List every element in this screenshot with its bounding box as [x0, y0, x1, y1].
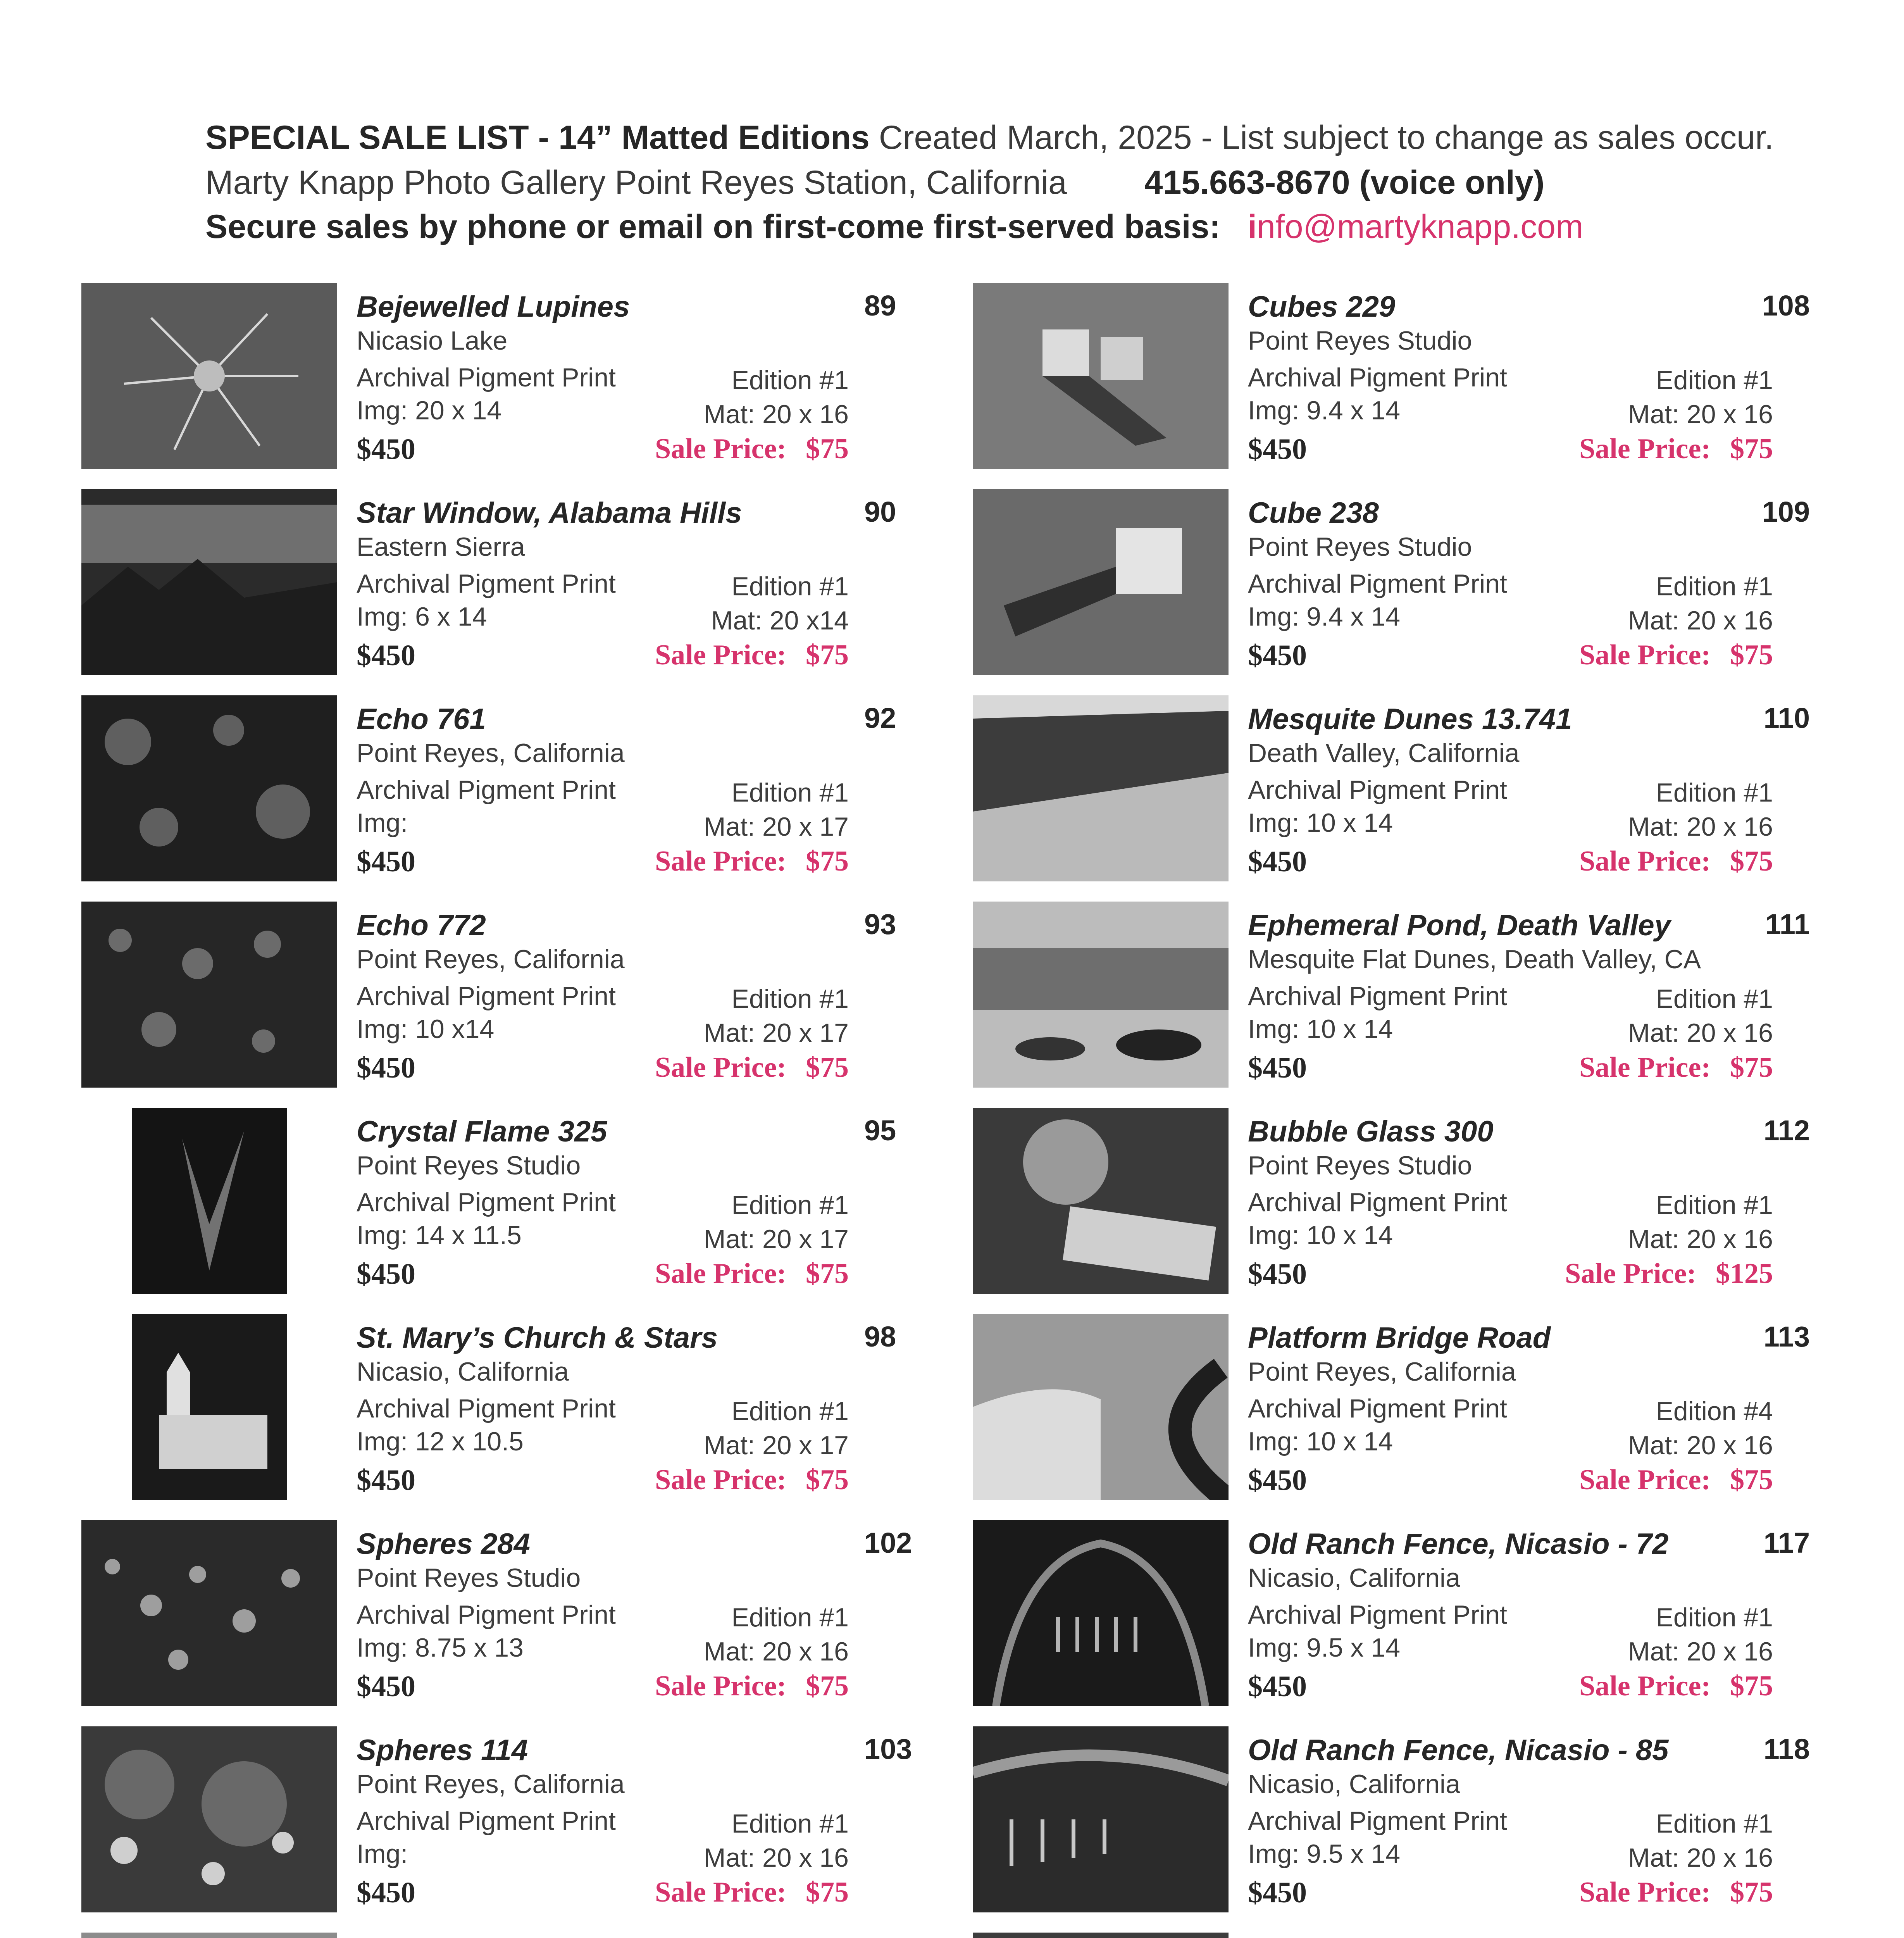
listing-image-size: Img: 10 x14	[357, 1014, 495, 1044]
listing-info	[1248, 902, 1860, 1095]
listing-mat-size: Mat: 20 x 16	[1628, 812, 1773, 841]
sale-price-value: $75	[806, 639, 849, 671]
listing-sale-price	[1579, 639, 1773, 672]
listing-column-left	[81, 283, 973, 1938]
listing-price: $450	[357, 1258, 415, 1290]
photo-spheres2	[81, 1726, 337, 1912]
sale-list-subtitle: Created March, 2025 - List subject to change as sales occur.	[869, 119, 1774, 156]
photo-fence2	[973, 1726, 1229, 1912]
sale-price-label: Sale Price:	[1579, 1670, 1711, 1702]
listing-title: Echo 772	[357, 909, 486, 942]
photo-church	[81, 1314, 337, 1500]
listing-number: 102	[864, 1527, 912, 1559]
listing-number: 113	[1763, 1321, 1810, 1353]
listing-item	[81, 1726, 973, 1933]
header-line-1	[205, 116, 1774, 159]
listing-edition: Edition #1	[1656, 984, 1773, 1014]
listing-price: $450	[357, 433, 415, 466]
listing-number: 111	[1765, 908, 1810, 940]
listing-medium: Archival Pigment Print	[1248, 1188, 1507, 1217]
listing-price: $450	[1248, 1464, 1307, 1497]
listing-location: Nicasio, California	[357, 1357, 569, 1386]
listing-location: Point Reyes, California	[357, 738, 625, 768]
listing-item	[81, 1520, 973, 1726]
sale-price-value: $75	[1730, 1670, 1773, 1702]
listing-location: Nicasio Lake	[357, 326, 508, 355]
sale-price-value: $75	[806, 1052, 849, 1083]
listing-image-size: Img: 9.5 x 14	[1248, 1633, 1401, 1662]
listing-sale-price	[1579, 1464, 1773, 1497]
sale-price-label: Sale Price:	[655, 1876, 786, 1908]
listing-item	[81, 283, 973, 489]
listing-edition: Edition #1	[731, 1809, 849, 1838]
listing-sale-price	[655, 1257, 849, 1290]
listing-price: $450	[1248, 1876, 1307, 1909]
listing-info	[357, 1108, 969, 1302]
listing-price: $450	[357, 639, 415, 672]
listing-location: Point Reyes Studio	[1248, 1151, 1472, 1180]
listing-sale-price	[655, 1670, 849, 1703]
listing-edition: Edition #1	[1656, 1603, 1773, 1632]
listing-medium: Archival Pigment Print	[1248, 981, 1507, 1011]
listing-mat-size: Mat: 20 x 17	[703, 1431, 849, 1460]
listing-title: Spheres 284	[357, 1528, 530, 1560]
listing-title: Old Ranch Fence, Nicasio - 85	[1248, 1734, 1669, 1767]
sales-instructions: Secure sales by phone or email on first-come first-served basis:	[205, 208, 1221, 245]
listing-mat-size: Mat: 20 x 16	[1628, 606, 1773, 635]
listing-sale-price	[655, 845, 849, 878]
listing-title: St. Mary’s Church & Stars	[357, 1321, 718, 1354]
listing-item	[973, 1108, 1864, 1314]
listing-image-size: Img: 10 x 14	[1248, 1427, 1393, 1456]
listing-image-size: Img: 9.4 x 14	[1248, 396, 1401, 425]
listing-info	[357, 695, 969, 889]
listing-item	[973, 489, 1864, 695]
listing-medium: Archival Pigment Print	[1248, 1394, 1507, 1423]
listing-item	[973, 1314, 1864, 1520]
listing-sale-price	[1579, 433, 1773, 466]
listing-image-size: Img: 20 x 14	[357, 396, 502, 425]
listing-edition: Edition #1	[731, 778, 849, 807]
listing-number: 109	[1762, 496, 1810, 528]
listing-mat-size: Mat: 20 x 16	[1628, 1018, 1773, 1048]
listing-location: Mesquite Flat Dunes, Death Valley, CA	[1248, 945, 1701, 974]
sale-price-value: $75	[806, 433, 849, 465]
listing-location: Eastern Sierra	[357, 532, 525, 562]
sale-price-value: $75	[1730, 639, 1773, 671]
sale-price-value: $75	[806, 845, 849, 877]
photo-road	[973, 1314, 1229, 1500]
listing-location: Death Valley, California	[1248, 738, 1520, 768]
listing-number: 95	[864, 1114, 896, 1147]
listing-title: Crystal Flame 325	[357, 1115, 607, 1148]
listing-info	[1248, 695, 1860, 889]
listing-location: Point Reyes Studio	[357, 1151, 581, 1180]
listing-medium: Archival Pigment Print	[357, 363, 616, 392]
listing-mat-size: Mat: 20 x 16	[1628, 1224, 1773, 1254]
listing-sale-price	[655, 639, 849, 672]
listing-info	[1248, 1108, 1860, 1302]
header-line-2	[205, 161, 1544, 204]
photo-bubble	[973, 1108, 1229, 1294]
sale-price-value: $75	[806, 1876, 849, 1908]
sale-price-value: $75	[1730, 845, 1773, 877]
listing-info	[357, 489, 969, 683]
listing-info	[1248, 1314, 1860, 1508]
listing-price: $450	[357, 1670, 415, 1703]
listing-edition: Edition #1	[731, 1190, 849, 1220]
listing-title: Cube 238	[1248, 497, 1379, 529]
listing-mat-size: Mat: 20 x 17	[703, 1018, 849, 1048]
listing-sale-price	[1579, 845, 1773, 878]
listing-mat-size: Mat: 20 x 17	[703, 1224, 849, 1254]
photo-bokeh	[81, 695, 337, 881]
listing-number: 92	[864, 702, 896, 734]
listing-mat-size: Mat: 20 x 16	[1628, 1637, 1773, 1666]
photo-cubes	[973, 283, 1229, 469]
listing-number: 90	[864, 496, 896, 528]
listing-number: 89	[864, 290, 896, 322]
listing-mat-size: Mat: 20 x 16	[1628, 1843, 1773, 1872]
sale-price-label: Sale Price:	[655, 1464, 786, 1496]
sale-price-label: Sale Price:	[655, 1258, 786, 1290]
listing-image-size: Img: 8.75 x 13	[357, 1633, 524, 1662]
listing-location: Point Reyes Studio	[357, 1563, 581, 1593]
listing-info	[1248, 1726, 1860, 1920]
sale-price-value: $75	[1730, 433, 1773, 465]
listing-edition: Edition #1	[731, 984, 849, 1014]
sale-price-label: Sale Price:	[1579, 1052, 1711, 1083]
listing-sale-price	[1579, 1876, 1773, 1909]
listing-medium: Archival Pigment Print	[1248, 1806, 1507, 1836]
sale-price-value: $75	[1730, 1464, 1773, 1496]
listing-price: $450	[1248, 639, 1307, 672]
sale-price-label: Sale Price:	[655, 1052, 786, 1083]
sale-price-label: Sale Price:	[655, 639, 786, 671]
sale-price-value: $75	[1730, 1052, 1773, 1083]
listing-mat-size: Mat: 20 x 16	[703, 1843, 849, 1872]
listing-sale-price	[1565, 1257, 1773, 1290]
listing-price: $450	[1248, 1670, 1307, 1703]
listing-number: 112	[1763, 1114, 1810, 1147]
listing-medium: Archival Pigment Print	[1248, 569, 1507, 598]
listing-number: 103	[864, 1733, 912, 1765]
listing-title: Ephemeral Pond, Death Valley	[1248, 909, 1671, 942]
listing-edition: Edition #1	[731, 366, 849, 395]
listing-item	[973, 1520, 1864, 1726]
listing-mat-size: Mat: 20 x 16	[703, 1637, 849, 1666]
listing-number: 93	[864, 908, 896, 940]
listing-image-size: Img: 9.4 x 14	[1248, 602, 1401, 631]
listing-title: Bubble Glass 300	[1248, 1115, 1494, 1148]
listing-title: Star Window, Alabama Hills	[357, 497, 742, 529]
listing-number: 98	[864, 1321, 896, 1353]
sale-price-label: Sale Price:	[1579, 1876, 1711, 1908]
listing-sale-price	[655, 1051, 849, 1084]
listing-item	[81, 1108, 973, 1314]
listing-location: Point Reyes Studio	[1248, 532, 1472, 562]
listing-image-size: Img: 14 x 11.5	[357, 1221, 522, 1250]
header-line-3	[205, 205, 1584, 248]
listing-info	[1248, 489, 1860, 683]
photo-flame-tall	[81, 1108, 337, 1294]
listing-location: Point Reyes, California	[357, 945, 625, 974]
listing-info	[1248, 283, 1860, 477]
listing-info	[357, 902, 969, 1095]
listing-medium: Archival Pigment Print	[357, 569, 616, 598]
sale-price-value: $75	[806, 1258, 849, 1290]
listing-title: Spheres 114	[357, 1734, 528, 1767]
listing-medium: Archival Pigment Print	[1248, 775, 1507, 805]
listing-image-size: Img: 10 x 14	[1248, 1221, 1393, 1250]
listing-edition: Edition #1	[731, 1397, 849, 1426]
listing-info	[357, 283, 969, 477]
photo-cube	[973, 489, 1229, 675]
listing-title: Platform Bridge Road	[1248, 1321, 1551, 1354]
sale-price-value: $75	[806, 1464, 849, 1496]
listing-location: Nicasio, California	[1248, 1769, 1460, 1799]
listing-image-size: Img: 6 x 14	[357, 602, 487, 631]
listing-image-size: Img: 12 x 10.5	[357, 1427, 524, 1456]
phone-number[interactable]: 415.663-8670 (voice only)	[1144, 164, 1545, 201]
photo-fence	[973, 1520, 1229, 1706]
sale-price-value: $75	[1730, 1876, 1773, 1908]
listing-medium: Archival Pigment Print	[1248, 363, 1507, 392]
listing-edition: Edition #1	[731, 572, 849, 601]
listing-edition: Edition #1	[731, 1603, 849, 1632]
listing-info	[357, 1933, 969, 1938]
photo-bokeh2	[81, 902, 337, 1088]
sale-price-label: Sale Price:	[1579, 1464, 1711, 1496]
listing-title: Cubes 229	[1248, 290, 1396, 323]
sale-price-label: Sale Price:	[1579, 639, 1711, 671]
listing-image-size: Img:	[357, 1839, 408, 1869]
listing-sale-price	[655, 1876, 849, 1909]
listing-medium: Archival Pigment Print	[357, 1600, 616, 1629]
listing-edition: Edition #1	[1656, 572, 1773, 601]
listing-mat-size: Mat: 20 x 17	[703, 812, 849, 841]
listing-location: Point Reyes Studio	[1248, 326, 1472, 355]
listing-medium: Archival Pigment Print	[357, 1188, 616, 1217]
email-initial: i	[1248, 208, 1257, 245]
listing-edition: Edition #1	[1656, 1190, 1773, 1220]
listing-mat-size: Mat: 20 x 16	[1628, 1431, 1773, 1460]
listing-item	[973, 1726, 1864, 1933]
listing-sale-price	[1579, 1670, 1773, 1703]
listing-edition: Edition #1	[1656, 366, 1773, 395]
listing-item	[81, 902, 973, 1108]
sale-price-label: Sale Price:	[655, 1670, 786, 1702]
listing-item	[81, 1933, 973, 1938]
listing-mat-size: Mat: 20 x14	[711, 606, 849, 635]
gallery-name: Marty Knapp Photo Gallery Point Reyes Station, California	[205, 164, 1067, 201]
listing-image-size: Img: 10 x 14	[1248, 808, 1393, 838]
sale-price-label: Sale Price:	[1579, 845, 1711, 877]
listing-edition: Edition #1	[1656, 778, 1773, 807]
listing-medium: Archival Pigment Print	[357, 1806, 616, 1836]
photo-yucca	[973, 1933, 1229, 1938]
listing-title: Bejewelled Lupines	[357, 290, 630, 323]
listing-mat-size: Mat: 20 x 16	[703, 400, 849, 429]
email-link[interactable]	[1248, 208, 1583, 245]
listing-item	[81, 695, 973, 902]
listing-info	[357, 1520, 969, 1714]
listing-location: Nicasio, California	[1248, 1563, 1460, 1593]
listing-edition: Edition #4	[1656, 1397, 1773, 1426]
listing-price: $450	[1248, 1258, 1307, 1290]
listing-info	[357, 1314, 969, 1508]
listing-location: Point Reyes, California	[1248, 1357, 1516, 1386]
photo-beach	[81, 1933, 337, 1938]
listing-price: $450	[357, 1464, 415, 1497]
sale-price-label: Sale Price:	[655, 845, 786, 877]
sale-list-title: SPECIAL SALE LIST - 14” Matted Editions	[205, 119, 870, 156]
listing-sale-price	[655, 433, 849, 466]
listing-item	[973, 1933, 1864, 1938]
listing-medium: Archival Pigment Print	[357, 1394, 616, 1423]
listing-info	[1248, 1520, 1860, 1714]
listing-price: $450	[1248, 433, 1307, 466]
listing-number: 118	[1763, 1733, 1810, 1765]
listing-number: 110	[1763, 702, 1810, 734]
listing-info	[357, 1726, 969, 1920]
listing-medium: Archival Pigment Print	[357, 981, 616, 1011]
listing-mat-size: Mat: 20 x 16	[1628, 400, 1773, 429]
sale-price-label: Sale Price:	[655, 433, 786, 465]
sale-price-value: $75	[806, 1670, 849, 1702]
email-address: nfo@martyknapp.com	[1257, 208, 1584, 245]
listing-price: $450	[357, 845, 415, 878]
listing-info	[1248, 1933, 1860, 1938]
listing-location: Point Reyes, California	[357, 1769, 625, 1799]
photo-lupines	[81, 283, 337, 469]
sale-price-value: $125	[1716, 1258, 1773, 1290]
photo-landscape-wide	[81, 489, 337, 675]
listing-medium: Archival Pigment Print	[1248, 1600, 1507, 1629]
listing-image-size: Img: 9.5 x 14	[1248, 1839, 1401, 1869]
listing-item	[973, 283, 1864, 489]
listing-image-size: Img:	[357, 808, 408, 838]
listing-price: $450	[1248, 1052, 1307, 1084]
listing-price: $450	[357, 1876, 415, 1909]
listing-sale-price	[655, 1464, 849, 1497]
listing-column-right	[973, 283, 1864, 1938]
listing-sale-price	[1579, 1051, 1773, 1084]
listing-number: 108	[1762, 290, 1810, 322]
photo-pond	[973, 902, 1229, 1088]
listing-price: $450	[1248, 845, 1307, 878]
listing-price: $450	[357, 1052, 415, 1084]
photo-dunes	[973, 695, 1229, 881]
listing-item	[81, 489, 973, 695]
photo-spheres	[81, 1520, 337, 1706]
sale-price-label: Sale Price:	[1565, 1258, 1696, 1290]
listing-item	[973, 695, 1864, 902]
listing-item	[81, 1314, 973, 1520]
listing-edition: Edition #1	[1656, 1809, 1773, 1838]
listing-medium: Archival Pigment Print	[357, 775, 616, 805]
sale-price-label: Sale Price:	[1579, 433, 1711, 465]
listing-title: Echo 761	[357, 703, 486, 736]
listing-image-size: Img: 10 x 14	[1248, 1014, 1393, 1044]
listing-number: 117	[1763, 1527, 1810, 1559]
listing-title: Mesquite Dunes 13.741	[1248, 703, 1572, 736]
listing-item	[973, 902, 1864, 1108]
listing-title: Old Ranch Fence, Nicasio - 72	[1248, 1528, 1669, 1560]
